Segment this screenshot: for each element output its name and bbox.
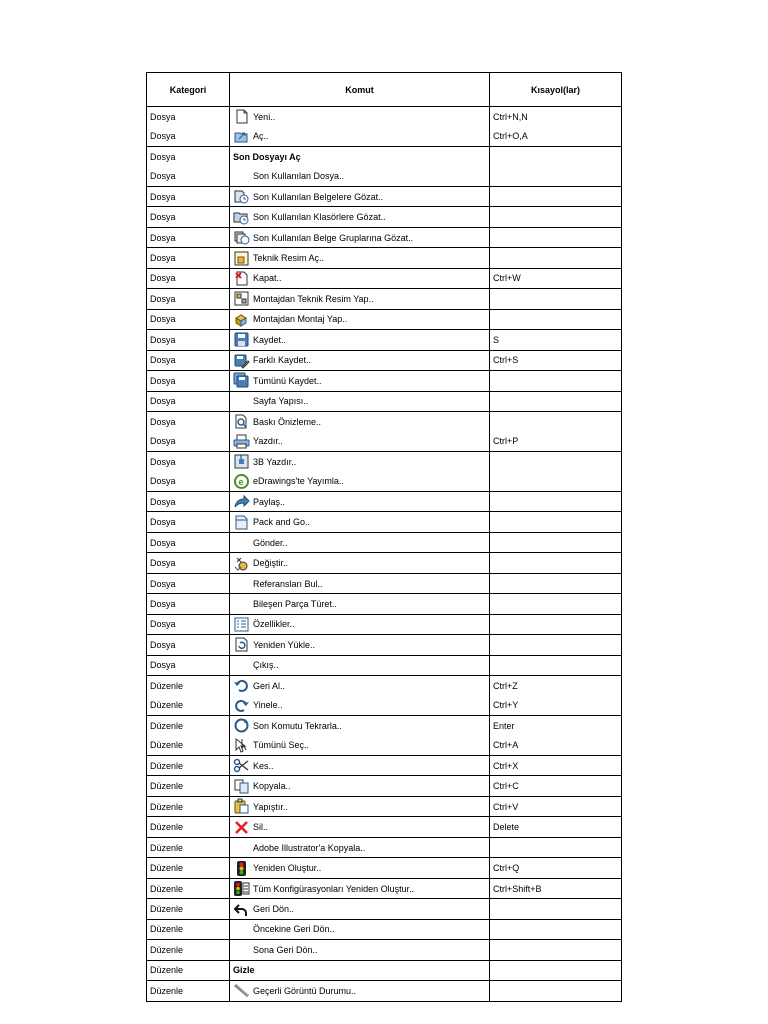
command-label: Geri Dön.. [253,904,295,915]
shortcut-cell [490,573,622,593]
command-cell [230,594,490,614]
command-cell [230,796,490,816]
command-cell [230,126,490,146]
table-row [147,512,622,532]
header-command: Komut [230,73,490,107]
command-label: Geri Al.. [253,680,286,691]
command-cell [230,491,490,511]
recent-documents-icon [233,188,250,205]
command-cell [230,817,490,837]
shortcut-cell: Enter [490,716,622,736]
command-cell [230,696,490,716]
table-row [147,126,622,146]
command-cell [230,391,490,411]
command-cell [230,268,490,288]
command-cell [230,981,490,1001]
shortcut-cell [490,553,622,573]
category-cell: Düzenle [147,919,230,939]
shortcut-cell [490,899,622,919]
command-cell [230,736,490,756]
shortcut-cell [490,471,622,491]
pack-and-go-icon [233,514,250,531]
category-cell: Dosya [147,432,230,452]
command-label: 3B Yazdır.. [253,456,297,467]
reload-icon [233,636,250,653]
delete-x-icon [233,819,250,836]
shortcut-cell [490,391,622,411]
shortcut-cell [490,655,622,675]
table-row [147,432,622,452]
command-label: Yeniden Oluştur.. [253,863,322,874]
category-cell: Düzenle [147,981,230,1001]
command-label: Baskı Önizleme.. [253,416,322,427]
command-label: Aç.. [253,131,269,142]
table-row [147,960,622,980]
table-row [147,289,622,309]
category-cell: Dosya [147,391,230,411]
table-row [147,412,622,432]
command-cell [230,289,490,309]
command-label: Yapıştır.. [253,801,288,812]
command-cell [230,614,490,634]
shortcut-cell [490,512,622,532]
command-cell [230,919,490,939]
category-cell: Dosya [147,166,230,186]
category-cell: Dosya [147,532,230,552]
shortcut-cell [490,289,622,309]
table-row [147,940,622,960]
header-shortcut: Kısayol(lar) [490,73,622,107]
shortcut-cell [490,412,622,432]
table-row [147,878,622,898]
command-cell [230,166,490,186]
command-label: Sayfa Yapısı.. [253,396,309,407]
category-cell: Düzenle [147,899,230,919]
shortcut-cell: Ctrl+P [490,432,622,452]
repeat-command-icon [233,717,250,734]
category-cell: Düzenle [147,696,230,716]
new-document-icon [233,108,250,125]
command-label: Farklı Kaydet.. [253,355,312,366]
shortcut-cell [490,960,622,980]
command-label: Kaydet.. [253,334,287,345]
shortcut-cell [490,981,622,1001]
shortcut-cell [490,614,622,634]
command-label: Son Kullanılan Klasörlere Gözat.. [253,212,386,223]
category-cell: Dosya [147,146,230,166]
table-row [147,166,622,186]
table-row [147,371,622,391]
table-row [147,471,622,491]
category-cell: Dosya [147,309,230,329]
table-row [147,837,622,857]
undo-icon [233,677,250,694]
command-cell [230,309,490,329]
category-cell: Dosya [147,655,230,675]
select-all-icon [233,737,250,754]
table-row [147,309,622,329]
shortcut-cell [490,309,622,329]
shortcut-cell: Ctrl+Z [490,676,622,696]
command-label: Yeni.. [253,111,276,122]
command-label: Son Kullanılan Belgelere Gözat.. [253,191,384,202]
category-cell: Dosya [147,451,230,471]
table-row [147,146,622,166]
paste-icon [233,798,250,815]
command-label: Montajdan Montaj Yap.. [253,314,348,325]
command-cell [230,248,490,268]
command-cell [230,635,490,655]
rebuild-all-icon [233,880,250,897]
rebuild-icon [233,860,250,877]
shortcut-cell [490,371,622,391]
shortcut-cell [490,491,622,511]
command-cell [230,776,490,796]
command-cell [230,899,490,919]
command-cell [230,107,490,127]
table-row [147,268,622,288]
shortcut-cell [490,837,622,857]
table-row [147,491,622,511]
shortcut-cell: Ctrl+N,N [490,107,622,127]
category-cell: Düzenle [147,940,230,960]
command-cell [230,371,490,391]
category-cell: Dosya [147,289,230,309]
command-label: Özellikler.. [253,619,295,630]
table-row [147,736,622,756]
share-arrow-icon [233,493,250,510]
category-cell: Dosya [147,412,230,432]
category-cell: Düzenle [147,878,230,898]
category-cell: Düzenle [147,817,230,837]
shortcut-cell: Ctrl+V [490,796,622,816]
go-back-icon [233,901,250,918]
shortcut-cell [490,186,622,206]
command-label: Paylaş.. [253,496,286,507]
category-cell: Düzenle [147,716,230,736]
command-cell [230,227,490,247]
shortcut-cell [490,451,622,471]
print-preview-icon [233,413,250,430]
table-row [147,594,622,614]
drawing-icon [233,250,250,267]
shortcut-table [146,72,622,1002]
table-row [147,107,622,127]
command-cell [230,432,490,452]
category-cell: Düzenle [147,676,230,696]
shortcut-cell: S [490,330,622,350]
command-label: Son Kullanılan Dosya.. [253,171,345,182]
category-cell: Düzenle [147,837,230,857]
redo-icon [233,697,250,714]
assembly-icon [233,311,250,328]
table-row [147,227,622,247]
display-state-icon [233,982,250,999]
command-cell [230,655,490,675]
category-cell: Dosya [147,573,230,593]
command-label: Öncekine Geri Dön.. [253,924,335,935]
shortcut-cell [490,207,622,227]
table-row [147,817,622,837]
table-row [147,796,622,816]
command-label: Kapat.. [253,273,282,284]
shortcut-cell [490,635,622,655]
table-row [147,614,622,634]
scissors-icon [233,757,250,774]
category-cell: Dosya [147,227,230,247]
command-label: Referansları Bul.. [253,578,323,589]
category-cell: Dosya [147,248,230,268]
category-cell: Düzenle [147,736,230,756]
command-cell [230,858,490,878]
recent-folders-icon [233,209,250,226]
table-row [147,919,622,939]
save-as-icon [233,352,250,369]
replace-icon [233,555,250,572]
category-cell: Dosya [147,614,230,634]
shortcut-cell: Ctrl+W [490,268,622,288]
shortcut-cell [490,532,622,552]
command-label: Çıkış.. [253,660,279,671]
command-label: Yinele.. [253,700,283,711]
category-cell: Dosya [147,471,230,491]
shortcut-cell: Ctrl+C [490,776,622,796]
command-label: Gizle [233,965,255,976]
printer-icon [233,433,250,450]
shortcut-cell: Ctrl+X [490,756,622,776]
print-3d-icon [233,453,250,470]
copy-icon [233,778,250,795]
command-label: Adobe Illustrator'a Kopyala.. [253,842,366,853]
edrawings-icon [233,473,250,490]
command-label: Yeniden Yükle.. [253,639,316,650]
shortcut-cell: Ctrl+Y [490,696,622,716]
shortcut-cell: Ctrl+A [490,736,622,756]
command-cell [230,878,490,898]
command-cell [230,207,490,227]
table-row [147,655,622,675]
table-row [147,532,622,552]
table-row [147,676,622,696]
table-row [147,573,622,593]
command-cell [230,676,490,696]
shortcut-cell [490,166,622,186]
table-row [147,330,622,350]
command-cell [230,412,490,432]
shortcut-cell [490,227,622,247]
command-label: Sil.. [253,822,269,833]
table-row [147,716,622,736]
command-cell [230,756,490,776]
table-row [147,391,622,411]
table-row [147,635,622,655]
command-label: Tüm Konfigürasyonları Yeniden Oluştur.. [253,883,415,894]
category-cell: Dosya [147,126,230,146]
command-label: Sona Geri Dön.. [253,944,318,955]
command-cell [230,186,490,206]
recent-groups-icon [233,229,250,246]
command-cell [230,512,490,532]
table-row [147,248,622,268]
shortcut-cell: Ctrl+Shift+B [490,878,622,898]
shortcut-cell: Ctrl+O,A [490,126,622,146]
category-cell: Dosya [147,635,230,655]
command-label: Değiştir.. [253,558,289,569]
properties-icon [233,616,250,633]
header-category: Kategori [147,73,230,107]
command-cell [230,330,490,350]
table-row [147,350,622,370]
command-cell [230,940,490,960]
command-label: Gönder.. [253,537,288,548]
command-cell [230,146,490,166]
command-label: Kes.. [253,760,274,771]
command-label: Bileşen Parça Türet.. [253,598,337,609]
category-cell: Dosya [147,330,230,350]
command-cell [230,350,490,370]
shortcut-cell [490,146,622,166]
shortcut-cell: Delete [490,817,622,837]
header-row [147,73,622,107]
table-row [147,981,622,1001]
command-label: Son Dosyayı Aç [233,151,301,162]
table-row [147,858,622,878]
table-row [147,899,622,919]
command-label: Son Komutu Tekrarla.. [253,720,342,731]
command-cell [230,553,490,573]
category-cell: Dosya [147,268,230,288]
save-icon [233,331,250,348]
command-cell [230,837,490,857]
command-cell [230,960,490,980]
command-label: Tümünü Kaydet.. [253,375,322,386]
category-cell: Dosya [147,371,230,391]
shortcut-cell [490,594,622,614]
shortcut-cell [490,248,622,268]
table-row [147,776,622,796]
command-cell [230,532,490,552]
command-label: Montajdan Teknik Resim Yap.. [253,293,374,304]
category-cell: Dosya [147,594,230,614]
category-cell: Dosya [147,107,230,127]
table-row [147,451,622,471]
command-label: Kopyala.. [253,781,291,792]
command-cell [230,471,490,491]
shortcut-cell [490,919,622,939]
category-cell: Dosya [147,553,230,573]
close-document-icon [233,270,250,287]
svg-text:e: e [238,476,244,487]
category-cell: Dosya [147,512,230,532]
command-label: Yazdır.. [253,436,283,447]
table-row [147,207,622,227]
category-cell: Düzenle [147,858,230,878]
command-label: Pack and Go.. [253,517,311,528]
shortcut-cell: Ctrl+S [490,350,622,370]
command-cell [230,451,490,471]
save-all-icon [233,372,250,389]
table-row [147,186,622,206]
category-cell: Düzenle [147,756,230,776]
command-label: Son Kullanılan Belge Gruplarına Gözat.. [253,232,414,243]
command-label: Teknik Resim Aç.. [253,253,325,264]
table-row [147,756,622,776]
category-cell: Dosya [147,350,230,370]
command-cell [230,716,490,736]
command-label: eDrawings'te Yayımla.. [253,476,344,487]
category-cell: Dosya [147,207,230,227]
shortcut-cell: Ctrl+Q [490,858,622,878]
category-cell: Düzenle [147,960,230,980]
command-label: Geçerli Görüntü Durumu.. [253,985,357,996]
table-row [147,696,622,716]
command-label: Tümünü Seç.. [253,740,310,751]
category-cell: Düzenle [147,796,230,816]
open-folder-icon [233,128,250,145]
assembly-drawing-icon [233,290,250,307]
category-cell: Dosya [147,491,230,511]
category-cell: Dosya [147,186,230,206]
category-cell: Düzenle [147,776,230,796]
shortcut-cell [490,940,622,960]
table-row [147,553,622,573]
command-cell [230,573,490,593]
